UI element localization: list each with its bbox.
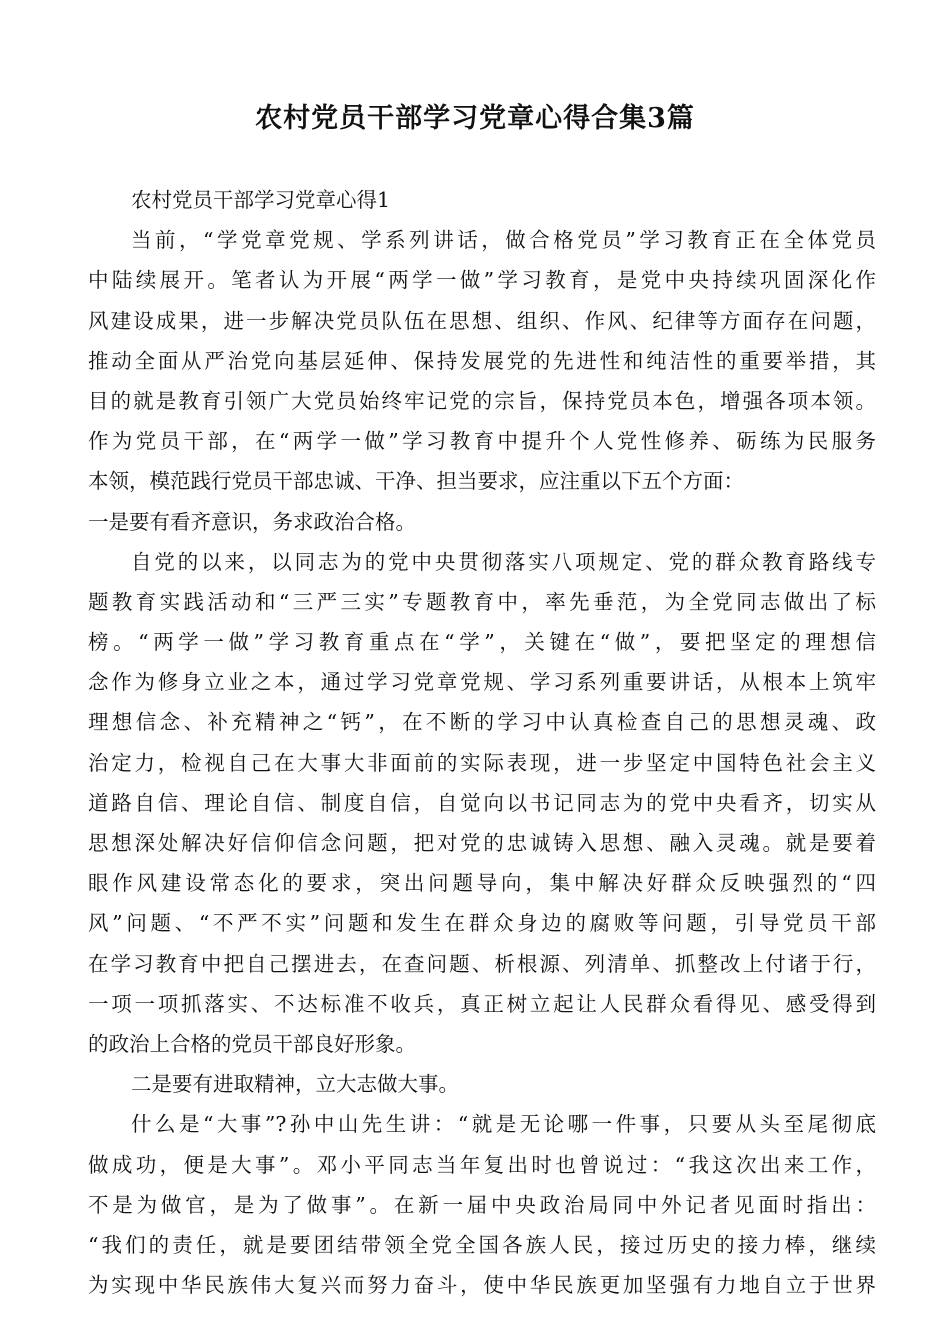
text-line: “我们的责任，就是要团结带领全党全国各族人民，接过历史的接力棒，继续 <box>88 1232 876 1257</box>
text-line: 一是要有看齐意识，务求政治合格。 <box>88 509 416 534</box>
text-line: 治定力，检视自己在大事大非面前的实际表现，进一步坚定中国特色社会主义 <box>88 750 876 775</box>
document-body <box>88 180 876 1305</box>
text-line: 中陆续展开。笔者认为开展“两学一做”学习教育，是党中央持续巩固深化作 <box>88 268 876 293</box>
document-title: 农村党员干部学习党章心得合集3篇 <box>255 103 695 134</box>
text-line: 在学习教育中把自己摆进去，在查问题、析根源、列清单、抓整改上付诸于行， <box>88 951 876 976</box>
text-line: 道路自信、理论自信、制度自信，自觉向以书记同志为的党中央看齐，切实从 <box>88 790 876 815</box>
text-line: 农村党员干部学习党章心得1 <box>131 188 391 212</box>
text-line: 题教育实践活动和“三严三实”专题教育中，率先垂范，为全党同志做出了标 <box>88 589 876 614</box>
text-line: 当前，“学党章党规、学系列讲话，做合格党员”学习教育正在全体党员 <box>131 228 876 253</box>
text-line: 作为党员干部，在“两学一做”学习教育中提升个人党性修养、砺练为民服务 <box>88 429 876 454</box>
text-line: 推动全面从严治党向基层延伸、保持发展党的先进性和纯洁性的重要举措，其 <box>88 348 876 373</box>
text-line: 风”问题、“不严不实”问题和发生在群众身边的腐败等问题，引导党员干部 <box>88 911 876 936</box>
text-line: 二是要有进取精神，立大志做大事。 <box>131 1072 459 1097</box>
text-line: 做成功，便是大事”。邓小平同志当年复出时也曾说过：“我这次出来工作， <box>88 1152 876 1177</box>
text-line: 思想深处解决好信仰信念问题，把对党的忠诚铸入思想、融入灵魂。就是要着 <box>88 831 876 855</box>
text-line: 的政治上合格的党员干部良好形象。 <box>88 1031 416 1056</box>
text-line: 为实现中华民族伟大复兴而努力奋斗，使中华民族更加坚强有力地自立于世界 <box>88 1273 876 1298</box>
text-line: 念作为修身立业之本，通过学习党章党规、学习系列重要讲话，从根本上筑牢 <box>88 670 876 695</box>
text-line: 自党的以来，以同志为的党中央贯彻落实八项规定、党的群众教育路线专 <box>131 549 876 574</box>
text-line: 本领，模范践行党员干部忠诚、干净、担当要求，应注重以下五个方面： <box>88 469 744 494</box>
text-line: 什么是“大事”?孙中山先生讲：“就是无论哪一件事，只要从头至尾彻底 <box>131 1112 876 1137</box>
text-line: 理想信念、补充精神之“钙”，在不断的学习中认真检查自己的思想灵魂、政 <box>88 710 876 735</box>
text-line: 不是为做官，是为了做事”。在新一届中央政治局同中外记者见面时指出： <box>88 1192 876 1217</box>
text-line: 风建设成果，进一步解决党员队伍在思想、组织、作风、纪律等方面存在问题， <box>88 308 876 333</box>
text-line: 目的就是教育引领广大党员始终牢记党的宗旨，保持党员本色，增强各项本领。 <box>88 388 876 413</box>
text-line: 眼作风建设常态化的要求，突出问题导向，集中解决好群众反映强烈的“四 <box>88 871 876 896</box>
text-line: 榜。“两学一做”学习教育重点在“学”，关键在“做”，要把坚定的理想信 <box>88 630 876 655</box>
text-line: 一项一项抓落实、不达标准不收兵，真正树立起让人民群众看得见、感受得到 <box>88 991 876 1016</box>
